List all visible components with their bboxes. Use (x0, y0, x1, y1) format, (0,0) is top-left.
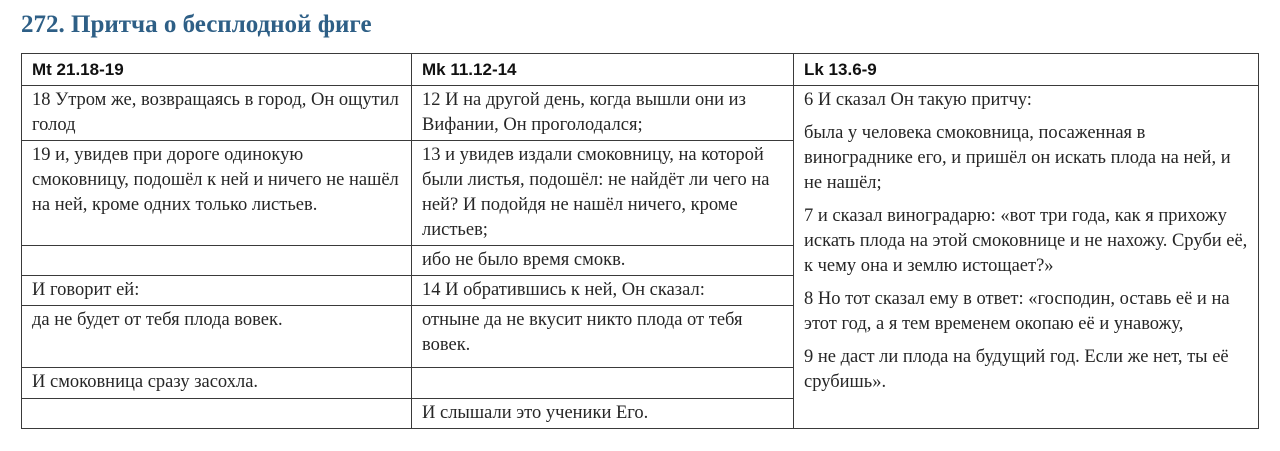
verse-text: отныне да не вкусит никто плода от тебя вовек. (422, 310, 743, 355)
verse-text: И смоковница сразу засохла. (32, 372, 259, 392)
column-header-lk: Lk 13.6-9 (794, 54, 1259, 86)
lk-verse: 8 Но тот сказал ему в ответ: «господин, оставь её и на этот год, а я тем временем окопаю её и унавожу, (804, 289, 1230, 334)
synopsis-table (21, 53, 1259, 429)
mk-cell (412, 306, 794, 368)
mt-cell (22, 276, 412, 306)
lk-verse: 9 не даст ли плода на будущий год. Если же нет, ты её срубишь». (804, 347, 1229, 392)
verse-text: 14 И обратившись к ней, Он сказал: (422, 280, 705, 300)
lk-verse: 6 И сказал Он такую притчу: (804, 90, 1032, 110)
column-header-mt: Mt 21.18-19 (22, 54, 412, 86)
mk-cell (412, 86, 794, 141)
mt-cell (22, 141, 412, 246)
header-row (22, 54, 1259, 86)
mk-cell (412, 399, 794, 429)
mt-cell (22, 306, 412, 368)
mt-cell (22, 368, 412, 399)
page-title: 272. Притча о бесплодной фиге (21, 11, 372, 38)
column-header-mk: Mk 11.12-14 (412, 54, 794, 86)
lk-verse: была у человека смоковница, посаженная в винограднике его, и пришёл он искать плода на ней, и не нашёл; (804, 123, 1231, 193)
verse-text: ибо не было время смокв. (422, 250, 626, 270)
table-row (22, 86, 1259, 141)
lk-verse: 7 и сказал виноградарю: «вот три года, как я прихожу искать плода на этой смоковнице и не нахожу. Сруби её, к чему она и землю истощает?» (804, 206, 1248, 276)
verse-text: да не будет от тебя плода вовек. (32, 310, 283, 330)
verse-text: 12 И на другой день, когда вышли они из Вифании, Он проголодался; (422, 90, 746, 135)
verse-text: 13 и увидев издали смоковницу, на которой были листья, подошёл: не найдёт ли чего на ней? И подойдя не нашёл ничего, кроме листьев; (422, 145, 770, 240)
mk-cell (412, 368, 794, 399)
mt-cell (22, 399, 412, 429)
mt-cell (22, 246, 412, 276)
mt-cell (22, 86, 412, 141)
mk-cell (412, 276, 794, 306)
verse-text: И слышали это ученики Его. (422, 403, 649, 423)
lk-cell (794, 86, 1259, 429)
verse-text: И говорит ей: (32, 280, 140, 300)
verse-text: 18 Утром же, возвращаясь в город, Он ощутил голод (32, 90, 399, 135)
verse-text: 19 и, увидев при дороге одинокую смоковницу, подошёл к ней и ничего не нашёл на ней, кроме одних только листьев. (32, 145, 399, 215)
mk-cell (412, 246, 794, 276)
mk-cell (412, 141, 794, 246)
